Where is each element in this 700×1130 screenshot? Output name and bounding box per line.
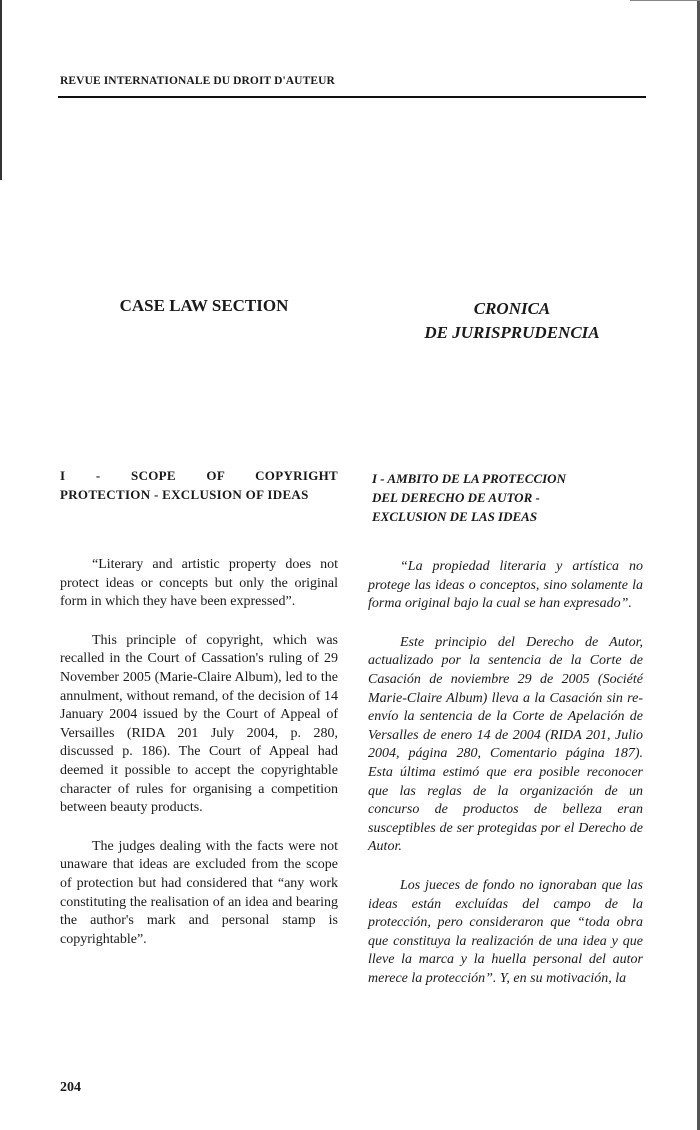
section-title-english: CASE LAW SECTION	[119, 296, 289, 315]
spanish-paragraph: “La propiedad literaria y artística no protege las ideas o conceptos, sino solamente la forma original bajo la cual se han expresado”.	[368, 559, 643, 612]
subsection-english-line2: PROTECTION - EXCLUSION OF IDEAS	[60, 487, 309, 502]
subsection-english-line1: I - SCOPE OF COPYRIGHT	[60, 468, 338, 483]
subsection-spanish-line3: EXCLUSION DE LAS IDEAS	[372, 509, 538, 524]
subsection-spanish-line2: DEL DERECHO DE AUTOR -	[372, 490, 540, 505]
scan-corner-mark	[630, 0, 700, 1]
english-column	[60, 556, 338, 969]
spanish-column	[368, 558, 643, 1008]
english-paragraph: The judges dealing with the facts were not unaware that ideas are excluded from the scope of protection but had considered that “any work constituting the realisation of an idea and bearing the author's mark and personal stamp is copyrightable”.	[60, 838, 338, 947]
section-title-spanish-line1: CRONICA	[473, 299, 551, 318]
subsection-spanish-line1: I - AMBITO DE LA PROTECCION	[372, 471, 566, 486]
english-paragraph: “Literary and artistic property does not protect ideas or concepts but only the original form in which they have been expressed”.	[60, 557, 338, 610]
header-rule	[58, 96, 646, 98]
scan-edge-left	[0, 0, 2, 180]
section-title-spanish-line2: DE JURISPRUDENCIA	[424, 323, 600, 342]
section-title-spanish	[368, 297, 656, 345]
subsection-heading-english	[60, 466, 338, 504]
subsection-heading-spanish	[372, 469, 644, 526]
english-paragraph: This principle of copyright, which was recalled in the Court of Cassation's ruling of 29 November 2005 (Marie-Claire Album), led to the annulment, without remand, of the decision of 14 January 2004 issued by the Court of Appeal of Versailles (RIDA 201 July 2004, p. 280, discussed p. 186). The Court of Appeal had deemed it possible to accept the copyrightable character of rules for organising a competition between beauty products.	[60, 632, 338, 816]
spanish-paragraph: Este principio del Derecho de Autor, actualizado por la sentencia de la Corte de Casación de noviembre 29 de 2005 (Société Marie-Claire Album) lleva a la Casación sin re-envío la sentencia de la Corte de Apelación de Versalles de enero 14 de 2004 (RIDA 201, Julio 2004, página 280, Comentario página 187). Esta última estimó que era posible reconocer que las reglas de la organización de un concurso de productos de belleza eran susceptibles de ser protegidas por el Derecho de Autor.	[368, 634, 643, 855]
spanish-paragraph: Los jueces de fondo no ignoraban que las ideas están excluídas del campo de la protección, pero consideraron que “toda obra que constituya la realización de una idea y que lleve la marca y la huella personal del autor merece la protección”. Y, en su motivación, la	[368, 877, 643, 986]
page-number: 204	[60, 1080, 81, 1095]
running-head: REVUE INTERNATIONALE DU DROIT D'AUTEUR	[60, 75, 335, 87]
